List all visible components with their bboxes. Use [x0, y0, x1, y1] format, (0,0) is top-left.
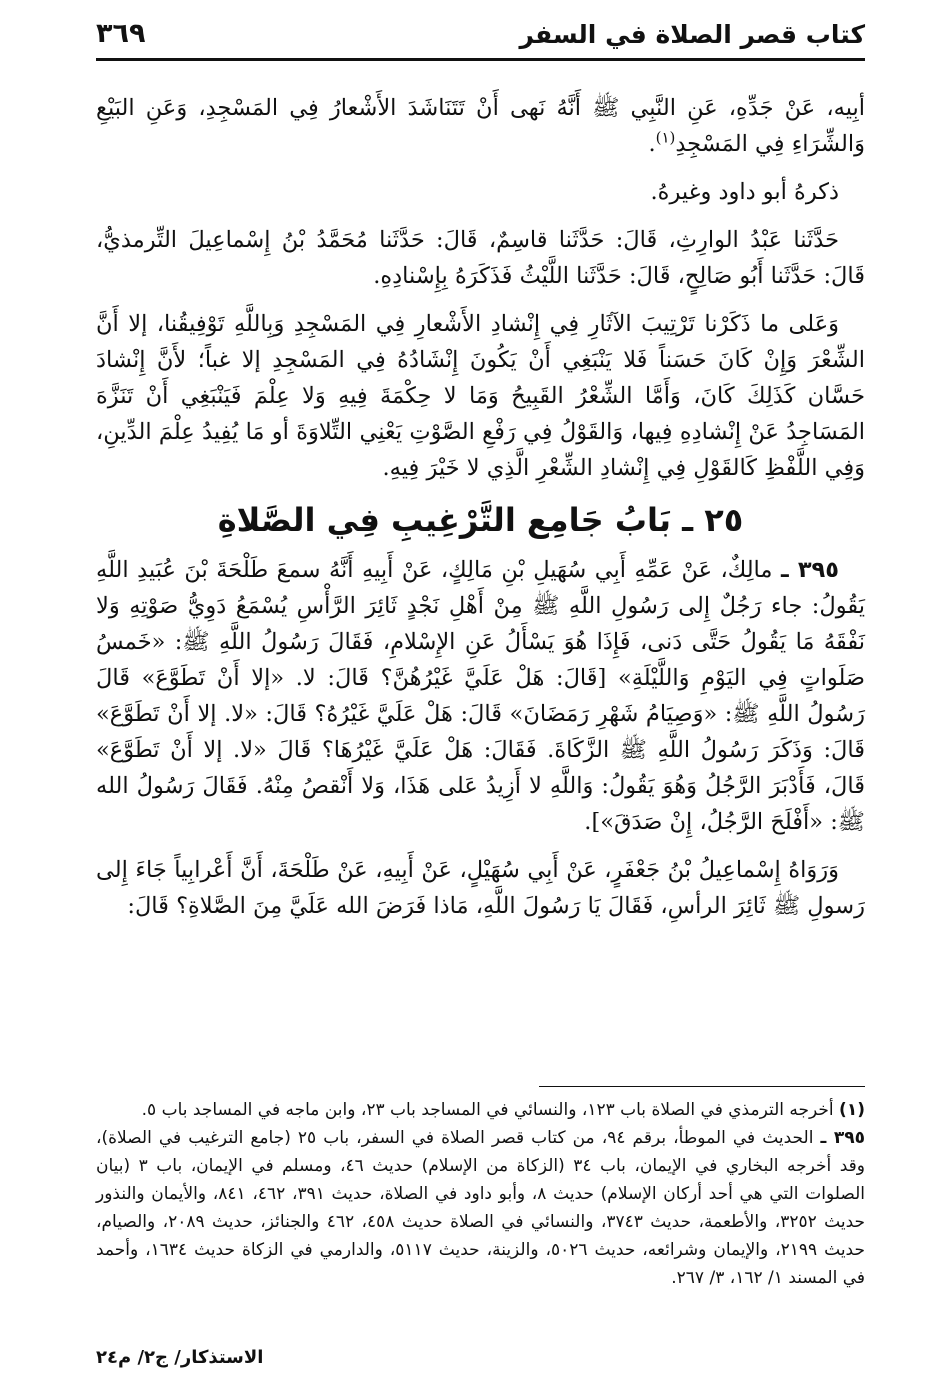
- paragraph: ذكرهُ أبو داود وغيرهُ.: [650, 179, 839, 205]
- page-header: [96, 18, 865, 58]
- signature-mark: الاستذكار/ ج٢/ م٢٤: [96, 1347, 264, 1368]
- hadith-number: ٣٩٥ ـ: [780, 557, 840, 583]
- hadith-paragraph: [96, 552, 865, 840]
- paragraph: حَدَّثَنا عَبْدُ الوارِثِ، قَالَ: حَدَّثَنا قاسِمٌ، قَالَ: حَدَّثَنا مُحَمَّدُ بْنُ إِسْماعِيلَ التِّرمذيُّ، قَالَ: حَدَّثَنا أَبُو صَالِحٍ، قَالَ: حَدَّثَنا اللَّيْثُ فَذَكَرَهُ بِإِسْنادِهِ.: [96, 227, 865, 289]
- footnote-separator: [539, 1086, 865, 1087]
- hadith-text: مالِكٌ، عَنْ عَمِّهِ أَبِي سُهَيلِ بْنِ مَالِكٍ، عَنْ أَبِيهِ أَنَّهُ سمعَ طَلْحَةَ بْنَ عُبَيدِ اللَّهِ يَقُولُ: جاء رَجُلٌ إِلى رَسُولِ اللَّهِ ﷺ مِنْ أَهْلِ نَجْدٍ ثَائِرَ الرَّأْسِ يُسْمَعُ دَوِيُّ صَوْتِهِ وَلا نَفْقَهُ مَا يَقُولُ حَتَّى دَنى، فَإِذَا هُوَ يَسْأَلُ عَنِ الإِسْلامِ، فَقَالَ رَسُولُ اللَّهِ ﷺ: «خَمسُ صَلَواتٍ فِي اليَوْمِ وَاللَّيْلَةِ» [قَالَ: هَلْ عَلَيَّ غَيْرُهُنَّ؟ قَالَ: لا. «إلا أَنْ تَطَوَّعَ» قَالَ رَسُولُ اللَّهِ ﷺ: «وَصِيَامُ شَهْرِ رَمَضَانَ» قَالَ: هَلْ عَلَيَّ غَيْرُهُ؟ قَالَ: «لا. إلا أَنْ تَطَوَّعَ» قَالَ: وَذَكَرَ رَسُولُ اللَّهِ ﷺ الزَّكَاةَ. فَقَالَ: هَلْ عَلَيَّ غَيْرُهَا؟ قَالَ «لا. إلا أَنْ تَطَوَّعَ» قَالَ، فَأَدْبَرَ الرَّجُلُ وَهُوَ يَقُولُ: وَاللَّهِ لا أَزِيدُ عَلى هَذَا، وَلا أَنْقصُ مِنْهُ. فَقَالَ رَسُولُ الله ﷺ: «أَفْلَحَ الرَّجُلُ، إِنْ صَدَقَ»].: [96, 557, 865, 835]
- footnote-number: ٣٩٥ ـ: [820, 1128, 866, 1148]
- paragraph-text: أبِيه، عَنْ جَدِّهِ، عَنِ النَّبِي ﷺ أَنَّهُ نَهى أَنْ تَتَنَاشَدَ الأَشْعارُ فِي المَسْجِدِ، وَعَنِ البَيْعِ وَالشِّرَاءِ فِي المَسْجِدِ: [96, 95, 865, 157]
- section-title: ٢٥ ـ بَابُ جَامِع التَّرْغِيبِ فِي الصَّلاةِ: [217, 501, 744, 539]
- footnotes: [96, 1096, 865, 1292]
- paragraph: [96, 90, 865, 162]
- paragraph-end: .: [648, 131, 656, 157]
- footnote-ref[interactable]: (١): [655, 128, 676, 147]
- footnote-text: أخرجه الترمذي في الصلاة باب ١٢٣، والنسائي في المساجد باب ٢٣، وابن ماجه في المساجد باب ٥.: [141, 1100, 834, 1120]
- footnote: [96, 1124, 865, 1292]
- header-rule: [96, 58, 865, 61]
- page-number: ٣٦٩: [96, 18, 146, 49]
- footnote: [96, 1096, 865, 1124]
- main-text: [96, 90, 865, 936]
- paragraph: وَعَلى ما ذَكَرْنا تَرْتِيبَ الآثَارِ فِي إِنْشادِ الأَشْعارِ فِي المَسْجِدِ وَبِاللَّهِ تَوْفِيقُنا، إلا أَنَّ الشِّعْرَ وَإِنْ كَانَ حَسَناً فَلا يَنْبَغِي أَنْ يَكُونَ إِنْشَادُهُ فِي المَسْجِدِ إلا غباً؛ لأَنَّ إِنْشادَ حَسَّان كَذَلِكَ كَانَ، وَأَمَّا الشِّعْرُ القَبِيحُ وَمَا لا حِكْمَةَ فِيهِ وَلا عِلْمَ فَيَنْبَغِي أَنْ تَنَزَّهَ المَسَاجِدُ عَنْ إِنْشادِهِ فِيها، وَالقَوْلُ فِي رَفْعِ الصَّوْتِ يَعْنِي التِّلاوَةَ أو مَا يُفِيدُ عِلْمَ الدِّينِ، وَفِي اللَّفْظِ كَالقَوْلِ فِي إِنْشادِ الشِّعْرِ الَّذِي لا خَيْرَ فِيهِ.: [96, 311, 865, 481]
- footnote-number: (١): [839, 1100, 865, 1120]
- paragraph: وَرَوَاهُ إِسْماعِيلُ بْنُ جَعْفَرٍ، عَنْ أَبِي سُهَيْلٍ، عَنْ أَبِيهِ، عَنْ طَلْحَةَ، أَنَّ أَعْرابِياً جَاءَ إِلى رَسولِ ﷺ ثَائِرَ الرأسِ، فَقَالَ يَا رَسُولَ اللَّهِ، مَاذا فَرَضَ الله عَلَيَّ مِنَ الصَّلاةِ؟ قَالَ:: [96, 857, 865, 919]
- running-title: كتاب قصر الصلاة في السفر: [519, 20, 865, 49]
- footnote-text: الحديث في الموطأ، برقم ٩٤، من كتاب قصر الصلاة في السفر، باب ٢٥ (جامع الترغيب في الصلاة)، وقد أخرجه البخاري في الإيمان، باب ٣٤ (الزكاة من الإسلام) حديث ٤٦، ومسلم في الإيمان، باب ٣ (بيان الصلوات التي هي أحد أركان الإسلام) حديث ٨، وأبو داود في الصلاة، حديث ٣٩١، ٤٦٢، ٨٤١، والأيمان والنذور حديث ٣٢٥٢، والأطعمة، حديث ٣٧٤٣، والنسائي في الصلاة حديث ٤٥٨، ٤٦٢ والجنائز، حديث ٢٠٨٩، والصيام، حديث ٢١٩٩، والإيمان وشرائعه، حديث ٥٠٢٦، والزينة، حديث ٥١١٧، والدارمي في الزكاة حديث ١٦٣٤، وأحمد في المسند ١/ ١٦٢، ٣/ ٢٦٧.: [96, 1128, 866, 1288]
